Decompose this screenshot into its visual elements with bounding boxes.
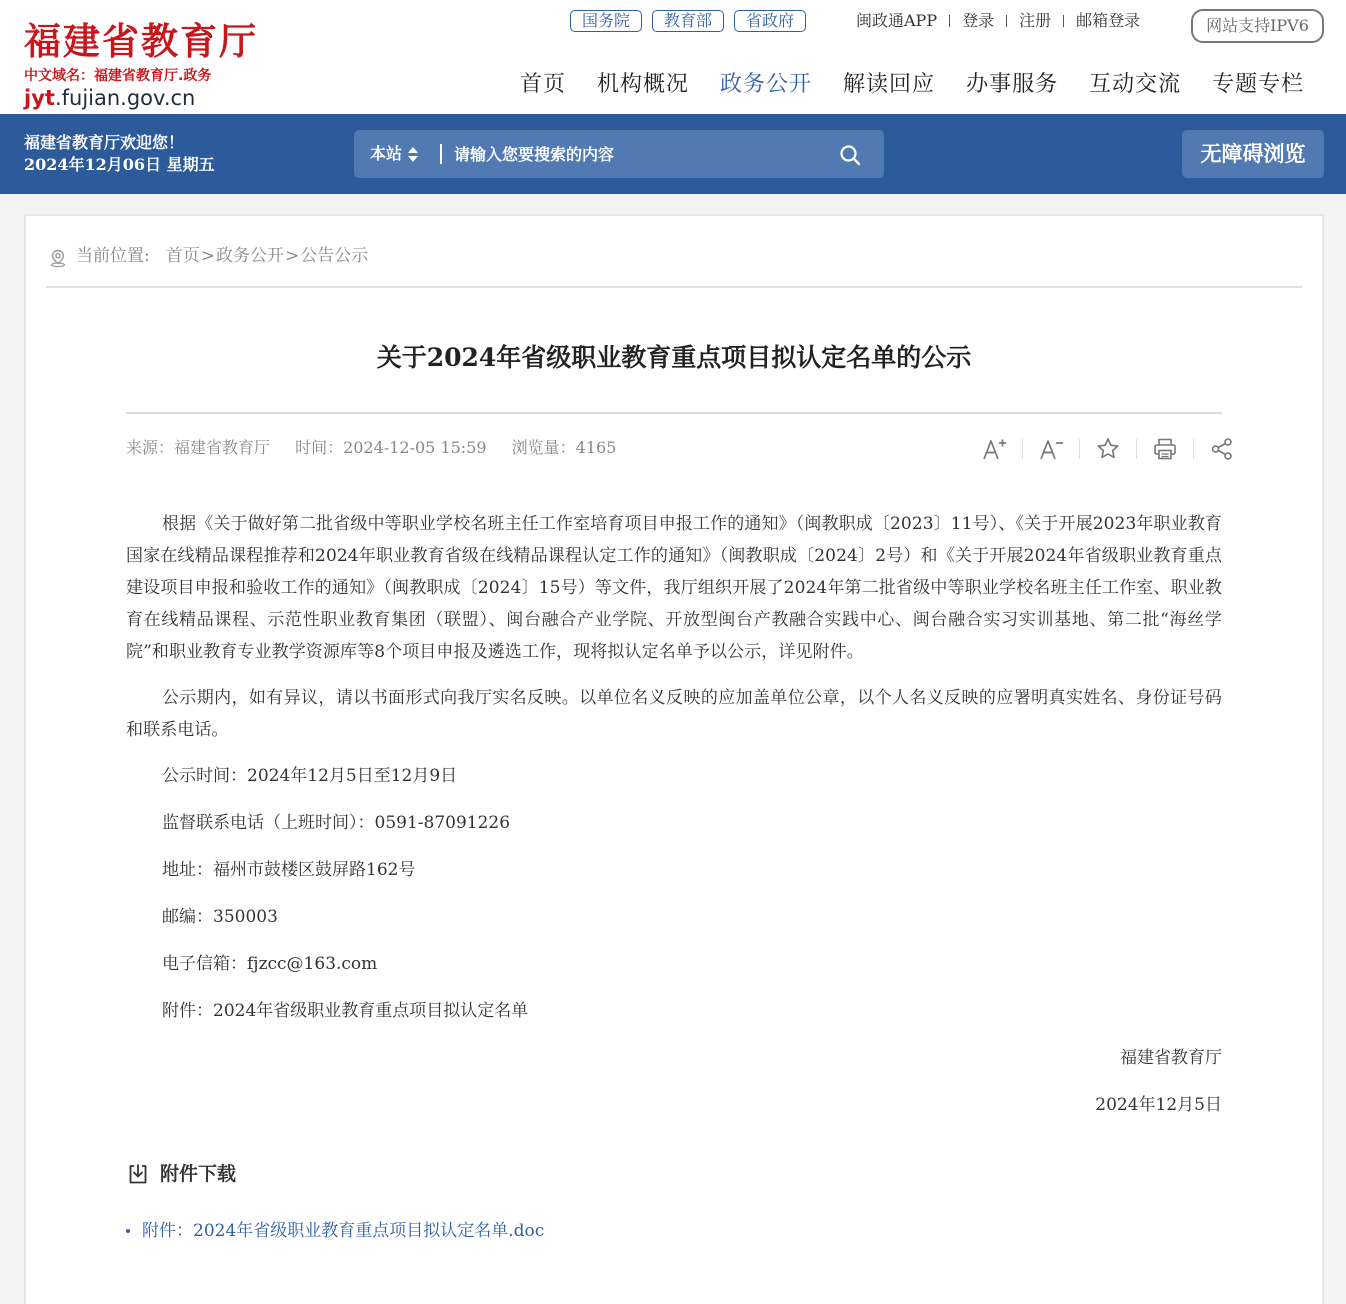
mzt-app-link[interactable]: 闽政通APP [856, 11, 938, 30]
sort-arrows-icon [407, 144, 419, 164]
font-decrease-icon[interactable] [1038, 436, 1064, 462]
current-date: 2024年12月06日 星期五 [24, 155, 215, 174]
search-bar [354, 130, 884, 178]
share-icon[interactable] [1209, 436, 1235, 462]
search-icon[interactable] [838, 143, 862, 167]
nav-item-government-affairs[interactable]: 政务公开 [720, 72, 813, 97]
attachment-note: 附件：2024年省级职业教育重点项目拟认定名单 [162, 1001, 529, 1021]
article-paragraph: 公示期内，如有异议，请以书面形式向我厅实名反映。以单位名义反映的应加盖单位公章，以个人名义反映的应署明真实姓名、身份证号码和联系电话。 [126, 688, 1222, 740]
article-card [24, 214, 1324, 1304]
tool-divider [1022, 439, 1023, 459]
search-scope-label: 本站 [370, 144, 403, 163]
register-link[interactable]: 注册 [1019, 11, 1052, 30]
search-band [0, 114, 1346, 194]
welcome-text: 福建省教育厅欢迎您！ [24, 133, 185, 152]
article-meta [126, 436, 616, 460]
nav-item-home[interactable]: 首页 [520, 72, 567, 97]
nav-item-interpretation[interactable]: 解读回应 [843, 72, 936, 97]
mail-login-link[interactable]: 邮箱登录 [1076, 11, 1141, 30]
nav-item-about[interactable]: 机构概况 [597, 72, 690, 97]
nav-item-services[interactable]: 办事服务 [966, 72, 1059, 97]
font-increase-icon[interactable] [981, 436, 1007, 462]
breadcrumb-divider [46, 286, 1302, 288]
tool-divider [1079, 439, 1080, 459]
gov-links [570, 9, 816, 33]
article-source: 来源：福建省教育厅 [126, 438, 271, 457]
article-tools [966, 436, 1250, 462]
breadcrumb-separator: > [200, 246, 215, 266]
logo-chinese-domain: 中文域名：福建省教育厅.政务 [24, 68, 212, 84]
article-body [126, 508, 1222, 1136]
search-input[interactable] [454, 139, 824, 169]
article-time: 时间：2024-12-05 15:59 [295, 438, 487, 457]
favorite-star-icon[interactable] [1095, 436, 1121, 462]
contact-email: 电子信箱：fjzcc@163.com [162, 954, 378, 974]
divider [1063, 15, 1064, 27]
contact-phone: 监督联系电话（上班时间）：0591-87091226 [162, 813, 511, 833]
accessibility-button[interactable]: 无障碍浏览 [1182, 130, 1324, 178]
publicity-period: 公示时间：2024年12月5日至12月9日 [162, 766, 458, 786]
divider [949, 15, 950, 27]
bullet-dot [126, 1229, 130, 1233]
logo-domain [24, 85, 284, 111]
article-title: 关于2024年省级职业教育重点项目拟认定名单的公示 [376, 343, 972, 372]
attachment-link-label: 附件：2024年省级职业教育重点项目拟认定名单.doc [142, 1221, 545, 1241]
breadcrumb [48, 244, 368, 268]
download-icon [126, 1162, 150, 1186]
breadcrumb-separator: > [284, 246, 300, 266]
login-link[interactable]: 登录 [962, 11, 995, 30]
signature-org: 福建省教育厅 [1120, 1048, 1222, 1068]
site-logo[interactable] [24, 18, 284, 111]
attachment-heading-label: 附件下载 [160, 1163, 237, 1185]
breadcrumb-home[interactable]: 首页 [165, 246, 200, 266]
location-pin-icon [48, 248, 68, 268]
logo-title: 福建省教育厅 [24, 19, 258, 63]
divider [1006, 15, 1007, 27]
gov-link-state-council[interactable]: 国务院 [570, 10, 642, 32]
signature-date: 2024年12月5日 [1095, 1095, 1222, 1115]
site-header [0, 0, 1346, 114]
search-divider [440, 144, 442, 164]
postal-code: 邮编：350003 [162, 907, 278, 927]
main-nav [520, 68, 1304, 102]
attachment-link[interactable] [126, 1218, 544, 1244]
logo-domain-rest: .fujian.gov.cn [54, 86, 196, 110]
gov-link-province[interactable]: 省政府 [734, 10, 806, 32]
nav-item-interaction[interactable]: 互动交流 [1089, 72, 1182, 97]
nav-item-topics[interactable]: 专题专栏 [1212, 72, 1305, 97]
contact-address: 地址：福州市鼓楼区鼓屏路162号 [162, 860, 416, 880]
tool-divider [1193, 439, 1194, 459]
gov-link-ministry-of-education[interactable]: 教育部 [652, 10, 724, 32]
print-icon[interactable] [1152, 436, 1178, 462]
breadcrumb-government-affairs[interactable]: 政务公开 [215, 246, 284, 266]
attachment-heading [126, 1160, 236, 1188]
user-links [856, 10, 1140, 32]
breadcrumb-announcements[interactable]: 公告公示 [300, 246, 369, 266]
article-views: 浏览量：4165 [511, 438, 617, 457]
logo-domain-highlight: jyt [24, 86, 55, 110]
breadcrumb-label: 当前位置: [76, 246, 150, 266]
ipv6-badge: 网站支持IPV6 [1191, 9, 1324, 43]
tool-divider [1136, 439, 1137, 459]
welcome-message [24, 132, 215, 176]
search-scope-select[interactable] [370, 143, 419, 165]
title-divider [126, 412, 1222, 414]
article-paragraph: 根据《关于做好第二批省级中等职业学校名班主任工作室培育项目申报工作的通知》（闽教职成〔2023〕11号）、《关于开展2023年职业教育国家在线精品课程推荐和2024年职业教育省级在线精品课程认定工作的通知》（闽教职成〔2024〕2号）和《关于开展2024年省级职业教育重点建设项目申报和验收工作的通知》（闽教职成〔2024〕15号）等文件，我厅组织开展了2024年第二批省级中等职业学校名班主任工作室、职业教育在线精品课程、示范性职业教育集团（联盟）、闽台融合产业学院、开放型闽台产教融合实践中心、闽台融合实习实训基地、第二批“海丝学院”和职业教育专业教学资源库等8个项目申报及遴选工作，现将拟认定名单予以公示，详见附件。 [126, 514, 1222, 662]
